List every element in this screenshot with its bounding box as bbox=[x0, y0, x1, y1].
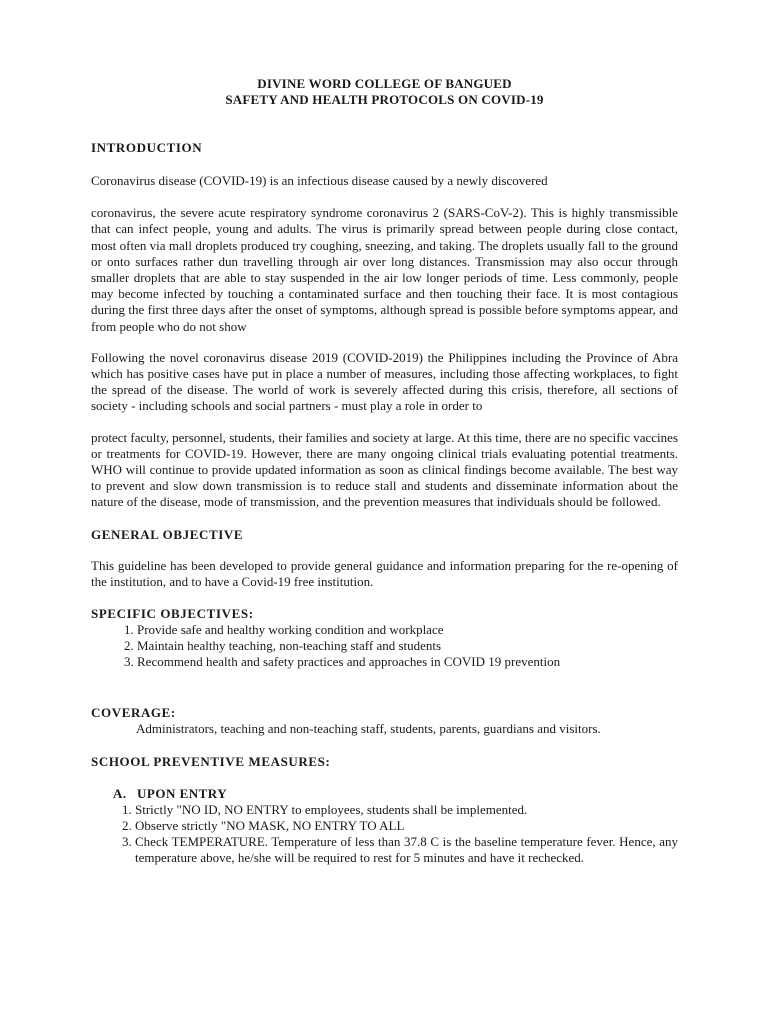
introduction-paragraph-3: Following the novel coronavirus disease 2019 (COVID-2019) the Philippines including the Province of Abra which has positive cases have put in place a number of measures, including those affecting workplaces, to fight the spread of the disease. The world of work is severely affected during this crisis, therefore, all sections of society - including schools and social partners - must play a role in order to bbox=[91, 349, 678, 414]
general-objective-heading: GENERAL OBJECTIVE bbox=[91, 526, 244, 542]
specific-objectives-list bbox=[91, 622, 678, 671]
introduction-paragraph-1: Coronavirus disease (COVID-19) is an infectious disease caused by a newly discovered bbox=[91, 173, 548, 188]
list-item: 3. Check TEMPERATURE. Temperature of less than 37.8 C is the baseline temperature fever. Hence, any temperature above, he/she will be required to rest for 5 minutes and have it rechecked. bbox=[135, 834, 678, 866]
introduction-paragraph-2: coronavirus, the severe acute respiratory syndrome coronavirus 2 (SARS-CoV-2). This is highly transmissible that can infect people, young and adults. The virus is primarily spread between people during close contact, most often via mall droplets produced try coughing, sneezing, and taking. The droplets usually fall to the ground or onto surfaces rather dun travelling through air over long distances. Transmission may also occur through smaller droplets that are able to stay suspended in the air low longer periods of time. Less commonly, people may become infected by touching a contaminated surface and then touching their face. It is most contagious during the first three days after the onset of symptoms, although spread is possible before symptoms appear, and from people who do not show bbox=[91, 205, 678, 334]
document-title: SAFETY AND HEALTH PROTOCOLS ON COVID-19 bbox=[225, 92, 544, 107]
general-objective-text: This guideline has been developed to provide general guidance and information preparing for the re-opening of the institution, and to have a Covid-19 free institution. bbox=[91, 557, 678, 589]
upon-entry-subheading bbox=[113, 786, 678, 802]
list-item: 1. Provide safe and healthy working condition and workplace bbox=[137, 622, 678, 638]
coverage-text: Administrators, teaching and non-teaching staff, students, parents, guardians and visitors. bbox=[136, 720, 601, 736]
introduction-paragraph-4: protect faculty, personnel, students, their families and society at large. At this time, there are no specific vaccines or treatments for COVID-19. However, there are many ongoing clinical trials evaluating potential treatments. WHO will continue to provide updated information as soon as clinical findings become available. The best way to prevent and slow down transmission is to reduce stall and students and disseminate information about the nature of the disease, mode of transmission, and the prevention measures that individuals should be followed. bbox=[91, 429, 678, 510]
list-item: 2. Maintain healthy teaching, non-teaching staff and students bbox=[137, 638, 678, 654]
subsection-letter: A. bbox=[113, 785, 127, 801]
upon-entry-list bbox=[91, 802, 678, 867]
preventive-measures-heading: SCHOOL PREVENTIVE MEASURES: bbox=[91, 753, 331, 769]
subsection-title: UPON ENTRY bbox=[137, 785, 228, 801]
specific-objectives-heading: SPECIFIC OBJECTIVES: bbox=[91, 606, 254, 622]
list-item: 1. Strictly "NO ID, NO ENTRY to employees, students shall be implemented. bbox=[135, 802, 678, 818]
college-title: DIVINE WORD COLLEGE OF BANGUED bbox=[257, 76, 512, 91]
list-item: 3. Recommend health and safety practices and approaches in COVID 19 prevention bbox=[137, 654, 678, 670]
coverage-heading: COVERAGE: bbox=[91, 704, 176, 720]
introduction-heading: INTRODUCTION bbox=[91, 140, 203, 155]
list-item: 2. Observe strictly "NO MASK, NO ENTRY TO ALL bbox=[135, 818, 678, 834]
